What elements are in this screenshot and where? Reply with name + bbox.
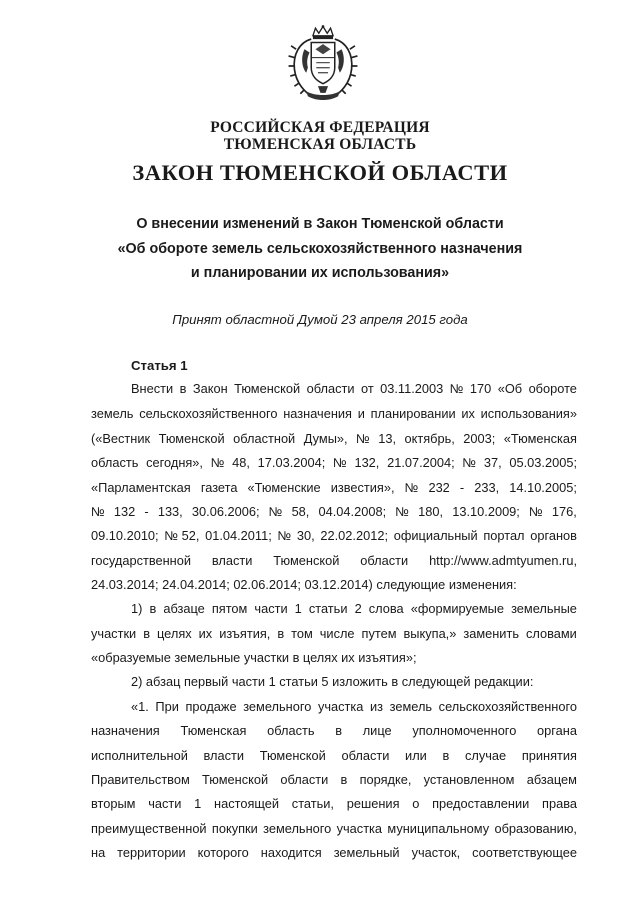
word: абзаце bbox=[163, 601, 205, 616]
word: («Вестник bbox=[91, 431, 151, 446]
word: область bbox=[267, 723, 315, 738]
word: вторым bbox=[91, 796, 136, 811]
word: «Парламентская bbox=[91, 480, 191, 495]
word: которого bbox=[197, 845, 249, 860]
word: 13.10.2009; bbox=[452, 504, 520, 519]
word: 13, bbox=[378, 431, 397, 446]
word: 233, bbox=[474, 480, 500, 495]
word: Думы», bbox=[303, 431, 348, 446]
word: случае bbox=[464, 748, 507, 763]
word: 176, bbox=[551, 504, 577, 519]
word: 58, bbox=[291, 504, 310, 519]
word: в bbox=[149, 601, 157, 616]
word: муниципальному bbox=[387, 821, 490, 836]
word: http://www.admtyumen.ru, bbox=[429, 553, 577, 568]
word: Тюменская bbox=[180, 723, 247, 738]
word: лице bbox=[362, 723, 392, 738]
word: земельные bbox=[511, 601, 577, 616]
word: Правительством bbox=[91, 772, 190, 787]
word: выкупа,» bbox=[403, 626, 457, 641]
word: № bbox=[462, 455, 477, 470]
word: решения bbox=[346, 796, 400, 811]
law-title-line: «Об обороте земель сельскохозяйственного назначения bbox=[117, 241, 523, 257]
word: в bbox=[442, 748, 450, 763]
word: участки bbox=[91, 626, 137, 641]
body-line bbox=[91, 455, 577, 471]
word: 14.10.2005; bbox=[509, 480, 577, 495]
adoption-date: Принят областной Думой 23 апреля 2015 года bbox=[172, 312, 468, 327]
word: земель bbox=[91, 406, 134, 421]
word: 1) bbox=[131, 601, 143, 616]
word: 1 bbox=[194, 796, 202, 811]
word: сельскохозяйственного bbox=[438, 699, 577, 714]
word: Тюменской bbox=[158, 431, 225, 446]
word: 37, bbox=[483, 455, 502, 470]
word: власти bbox=[211, 553, 253, 568]
word: «Тюменские bbox=[247, 480, 321, 495]
word: 232 bbox=[428, 480, 450, 495]
word: на bbox=[91, 845, 106, 860]
body-line bbox=[91, 748, 577, 764]
word: 22.02.2012; bbox=[320, 528, 388, 543]
word: использования» bbox=[480, 406, 577, 421]
word: продаже bbox=[185, 699, 237, 714]
word: 30.06.2006; bbox=[191, 504, 260, 519]
word: 2 bbox=[354, 601, 362, 616]
word: пятом bbox=[211, 601, 248, 616]
word: 1 bbox=[294, 601, 302, 616]
word: области bbox=[306, 381, 355, 396]
word: планировании bbox=[370, 406, 456, 421]
body-line bbox=[91, 431, 577, 447]
word: их bbox=[461, 406, 475, 421]
word: обороте bbox=[528, 381, 577, 396]
word: 132 bbox=[113, 504, 136, 519]
word: в bbox=[277, 626, 285, 641]
word: При bbox=[155, 699, 179, 714]
body-line bbox=[91, 480, 577, 496]
body-line bbox=[131, 601, 577, 617]
word: абзацем bbox=[526, 772, 577, 787]
word: 17.03.2004; bbox=[257, 455, 326, 470]
country-name: РОССИЙСКАЯ ФЕДЕРАЦИЯ bbox=[210, 119, 430, 136]
word: участка bbox=[317, 699, 364, 714]
word: № bbox=[356, 431, 370, 446]
word: Тюменской bbox=[202, 772, 269, 787]
word: области bbox=[360, 553, 409, 568]
word: области bbox=[341, 748, 390, 763]
word: порядке, bbox=[359, 772, 412, 787]
word: области bbox=[280, 772, 329, 787]
word: «Об bbox=[497, 381, 523, 396]
word: № bbox=[277, 528, 292, 543]
word: уполномоченного bbox=[412, 723, 517, 738]
word: из bbox=[370, 699, 384, 714]
word: права bbox=[542, 796, 577, 811]
word: территории bbox=[117, 845, 186, 860]
word: «Тюменская bbox=[503, 431, 577, 446]
coat-of-arms-icon bbox=[281, 24, 365, 108]
word: предоставлении bbox=[432, 796, 530, 811]
body-line bbox=[91, 796, 577, 812]
body-line bbox=[91, 504, 577, 520]
law-heading: ЗАКОН ТЮМЕНСКОЙ ОБЛАСТИ bbox=[132, 160, 508, 185]
word: октябрь, bbox=[404, 431, 455, 446]
word: находится bbox=[260, 845, 322, 860]
word: № bbox=[404, 480, 419, 495]
body-line: 2) абзац первый части 1 статьи 5 изложить в следующей редакции: bbox=[131, 674, 534, 689]
word: или bbox=[405, 748, 427, 763]
word: целях bbox=[156, 626, 192, 641]
word: портал bbox=[483, 528, 525, 543]
word: установленном bbox=[423, 772, 515, 787]
body-line bbox=[91, 723, 577, 739]
word: соответствующее bbox=[472, 845, 577, 860]
word: 48, bbox=[232, 455, 250, 470]
word: 05.03.2005; bbox=[509, 455, 577, 470]
word: земель bbox=[389, 699, 433, 714]
word: заменить bbox=[463, 626, 519, 641]
body-line bbox=[91, 845, 577, 861]
word: земельного bbox=[263, 821, 332, 836]
word: известия», bbox=[330, 480, 395, 495]
word: 21.07.2004; bbox=[387, 455, 455, 470]
word: власти bbox=[203, 748, 245, 763]
word: части bbox=[148, 796, 182, 811]
law-title-line: О внесении изменений в Закон Тюменской области bbox=[136, 216, 504, 232]
word: Тюменской bbox=[234, 381, 301, 396]
word: от bbox=[360, 381, 374, 396]
word: Закон bbox=[192, 381, 228, 396]
word: сегодня», bbox=[146, 455, 203, 470]
word: назначения bbox=[91, 723, 160, 738]
word: № bbox=[333, 455, 347, 470]
word: 2003; bbox=[463, 431, 496, 446]
word: № bbox=[91, 504, 105, 519]
law-title-line: и планировании их использования» bbox=[190, 265, 450, 281]
word: органов bbox=[530, 528, 577, 543]
word: о bbox=[412, 796, 420, 811]
word: и bbox=[357, 406, 365, 421]
word: слова bbox=[368, 601, 404, 616]
word: «формируемые bbox=[410, 601, 505, 616]
word: назначения bbox=[283, 406, 352, 421]
body-line bbox=[91, 772, 577, 788]
word: сельскохозяйственного bbox=[139, 406, 278, 421]
word: их bbox=[198, 626, 213, 641]
word: образованию, bbox=[494, 821, 577, 836]
word: преимущественной bbox=[91, 821, 207, 836]
word: Внести bbox=[131, 381, 174, 396]
region-name: ТЮМЕНСКАЯ ОБЛАСТЬ bbox=[223, 136, 417, 153]
word: участок, bbox=[411, 845, 461, 860]
body-line bbox=[91, 528, 577, 544]
word: Тюменской bbox=[259, 748, 326, 763]
word: 132, bbox=[354, 455, 380, 470]
body-line bbox=[91, 626, 577, 642]
word: 04.04.2008; bbox=[318, 504, 387, 519]
word: статьи bbox=[308, 601, 348, 616]
word: статьи, bbox=[291, 796, 334, 811]
word: путем bbox=[361, 626, 397, 641]
word: 170 bbox=[469, 381, 492, 396]
word: официальный bbox=[393, 528, 478, 543]
body-line: 24.03.2014; 24.04.2014; 02.06.2014; 03.12.2014) следующие изменения: bbox=[91, 577, 517, 592]
word: 09.10.2010; bbox=[91, 528, 159, 543]
body-line bbox=[131, 699, 577, 715]
word: № 52, bbox=[164, 528, 200, 543]
word: словами bbox=[525, 626, 577, 641]
word: покупки bbox=[211, 821, 258, 836]
word: газета bbox=[200, 480, 238, 495]
word: № bbox=[395, 504, 410, 519]
body-line bbox=[91, 553, 577, 569]
word: 03.11.2003 bbox=[380, 381, 444, 396]
word: части bbox=[254, 601, 288, 616]
word: - bbox=[459, 480, 465, 495]
word: в bbox=[143, 626, 150, 641]
word: 30, bbox=[296, 528, 315, 543]
word: исполнительной bbox=[91, 748, 188, 763]
word: том bbox=[291, 626, 313, 641]
body-line bbox=[131, 381, 577, 397]
body-line bbox=[91, 821, 577, 837]
word: принятия bbox=[521, 748, 577, 763]
word: область bbox=[91, 455, 139, 470]
word: 01.04.2011; bbox=[205, 528, 272, 543]
word: № bbox=[529, 504, 543, 519]
word: числе bbox=[319, 626, 355, 641]
word: № bbox=[210, 455, 225, 470]
word: в bbox=[179, 381, 187, 396]
word: 180, bbox=[418, 504, 444, 519]
word: Тюменской bbox=[273, 553, 340, 568]
word: земельный bbox=[333, 845, 400, 860]
word: государственной bbox=[91, 553, 192, 568]
word: изъятия, bbox=[219, 626, 271, 641]
body-line bbox=[91, 406, 577, 422]
word: земельного bbox=[243, 699, 312, 714]
word: органа bbox=[537, 723, 577, 738]
word: в bbox=[335, 723, 343, 738]
word: «1. bbox=[131, 699, 149, 714]
word: 133, bbox=[157, 504, 183, 519]
word: № bbox=[449, 381, 464, 396]
word: в bbox=[340, 772, 348, 787]
body-line: «образуемые земельные участки в целях их изъятия»; bbox=[91, 650, 417, 665]
word: настоящей bbox=[214, 796, 280, 811]
word: участка bbox=[336, 821, 383, 836]
word: - bbox=[144, 504, 149, 519]
article-heading: Статья 1 bbox=[131, 358, 188, 373]
word: областной bbox=[233, 431, 296, 446]
word: № bbox=[268, 504, 283, 519]
